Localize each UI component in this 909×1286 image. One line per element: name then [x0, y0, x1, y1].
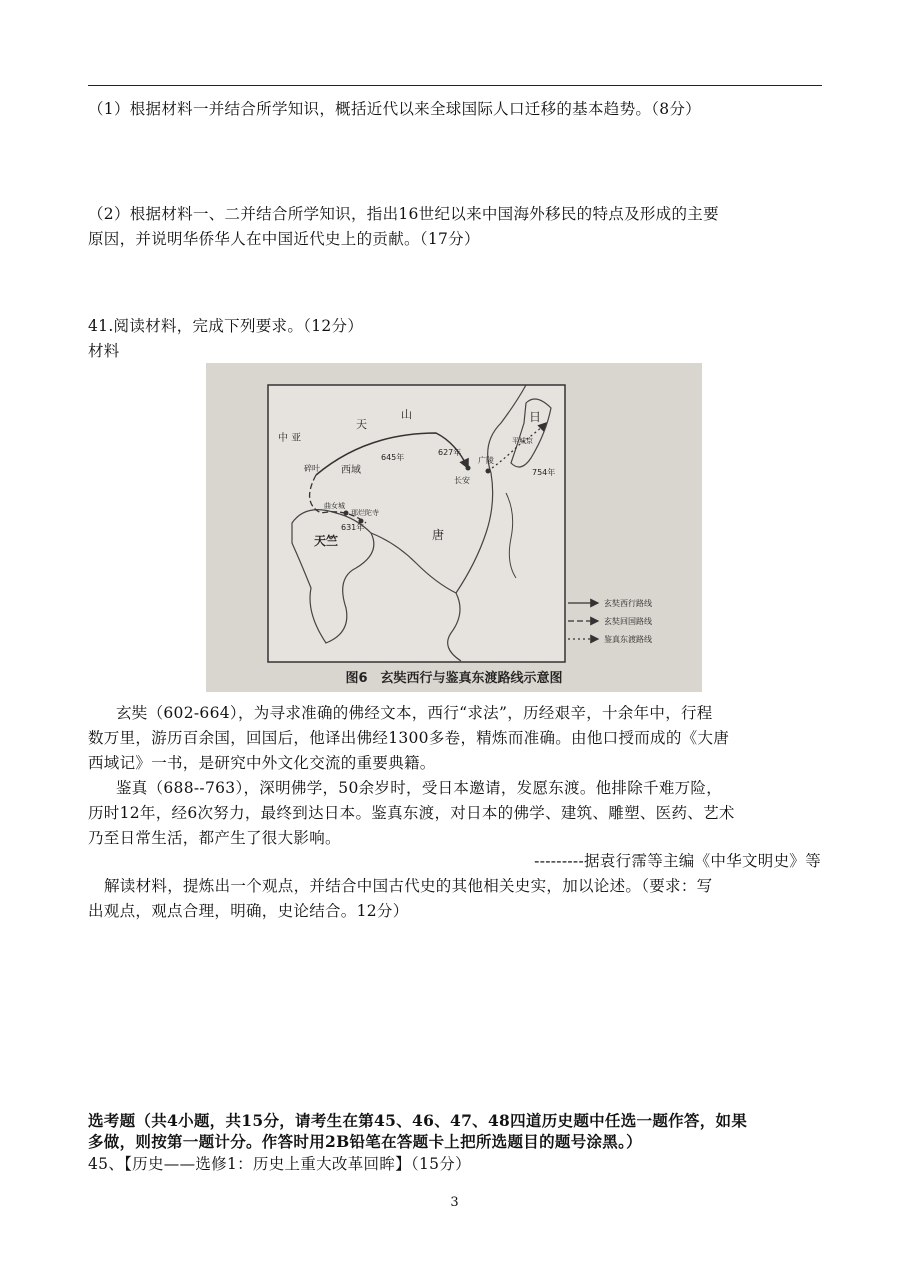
route-map-figure — [206, 363, 702, 692]
elective-instruction-line2: 多做，则按第一题计分。作答时用2B铅笔在答题卡上把所选题目的题号涂黑。） — [88, 1132, 642, 1151]
label-tian: 天 — [356, 418, 367, 431]
para1-line3: 西域记》一书，是研究中外文化交流的重要典籍。 — [88, 754, 436, 772]
label-year-631: 631年 — [341, 523, 365, 532]
label-pingchengjing: 平城京 — [512, 437, 533, 445]
label-year-627: 627年 — [438, 448, 462, 457]
label-central-asia: 中 亚 — [278, 433, 302, 444]
para1-line1: 玄奘（602-664），为寻求准确的佛经文本，西行“求法”，历经艰辛，十余年中，行程 — [116, 704, 713, 722]
header-rule — [88, 85, 822, 86]
label-qunvcheng: 曲女城 — [324, 502, 345, 510]
q45-title: 45、【历史——选修1：历史上重大改革回眸】（15分） — [88, 1155, 471, 1173]
elective-instruction-line1: 选考题（共4小题，共15分，请考生在第45、46、47、48四道历史题中任选一题作答，如果 — [88, 1111, 748, 1130]
label-nalantuo: 那烂陀寺 — [351, 509, 379, 517]
qunvcheng-dot — [344, 511, 349, 516]
route-map — [206, 363, 702, 692]
para2-line2: 历时12年，经6次努力，最终到达日本。鉴真东渡，对日本的佛学、建筑、雕塑、医药、艺术 — [88, 804, 735, 822]
label-tang: 唐 — [432, 528, 445, 542]
label-ri: 日 — [529, 410, 542, 424]
q41-title: 41.阅读材料，完成下列要求。（12分） — [88, 317, 364, 335]
label-tianzhu: 天竺 — [314, 534, 339, 548]
q40-part1: （1）根据材料一并结合所学知识，概括近代以来全球国际人口迁移的基本趋势。（8分） — [88, 100, 701, 118]
legend-return-label: 玄奘回国路线 — [604, 617, 652, 626]
label-guangling: 广陵 — [478, 456, 494, 465]
map-border — [268, 385, 565, 662]
guangling-dot — [486, 469, 491, 474]
legend-west-label: 玄奘西行路线 — [604, 599, 652, 608]
para1-line2: 数万里，游历百余国，回国后，他译出佛经1300多卷，精炼而准确。由他口授而成的《大唐 — [88, 729, 730, 747]
figure-caption: 图6 玄奘西行与鉴真东渡路线示意图 — [345, 671, 563, 686]
q40-part2-line2: 原因，并说明华侨华人在中国近代史上的贡献。（17分） — [88, 230, 480, 248]
task-line1: 解读材料，提炼出一个观点，并结合中国古代史的其他相关史实，加以论述。（要求：写 — [104, 877, 713, 895]
label-xiyu: 西域 — [341, 465, 361, 476]
task-line2: 出观点，观点合理，明确，史论结合。12分） — [88, 902, 409, 920]
label-changan: 长安 — [454, 476, 470, 485]
legend-east-label: 鉴真东渡路线 — [604, 635, 652, 644]
changan-dot — [466, 466, 471, 471]
label-year-645: 645年 — [381, 453, 405, 462]
label-suiye: 碎叶 — [304, 464, 320, 473]
material-label: 材料 — [88, 342, 120, 360]
label-shan: 山 — [401, 408, 412, 421]
para2-line1: 鉴真（688--763），深明佛学，50余岁时，受日本邀请，发愿东渡。他排除千难万险， — [116, 779, 723, 797]
page-number: 3 — [450, 1195, 459, 1210]
q40-part2-line1: （2）根据材料一、二并结合所学知识，指出16世纪以来中国海外移民的特点及形成的主要 — [88, 205, 719, 223]
material-source: ---------据袁行霈等主编《中华文明史》等 — [534, 852, 821, 870]
map-legend — [568, 598, 652, 644]
label-year-754: 754年 — [532, 468, 556, 477]
para2-line3: 乃至日常生活，都产生了很大影响。 — [88, 829, 341, 847]
